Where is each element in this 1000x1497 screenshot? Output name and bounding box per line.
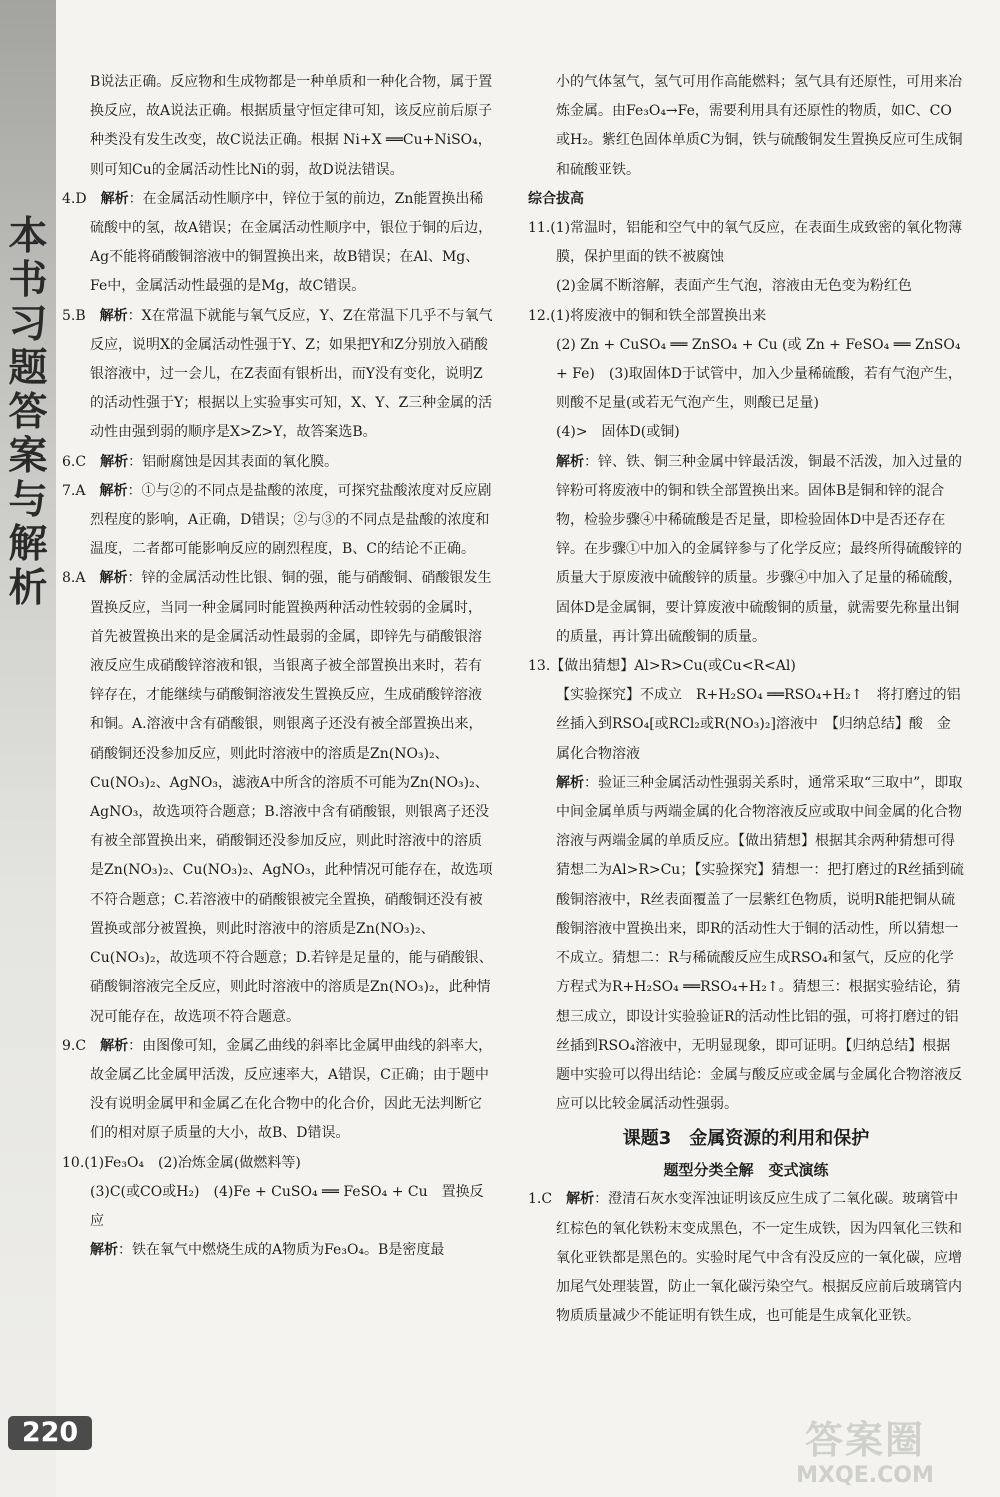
analysis-text: ：验证三种金属活动性强弱关系时，通常采取“三取中”，即取中间金属单质与两端金属的化合物溶液反应或取中间金属的化合物溶液与两端金属的单质反应。【做出猜想】根据其余两种猜想可得猜想二为Al>R>Cu；【实验探究】猜想一：把打磨过的R丝插到硫酸铜溶液中，R丝表面覆盖了一层紫红色物质，说明R能把铜从硫酸铜溶液中置换出来，即R的活动性大于铜的活动性，所以猜想一不成立。猜想二：R与稀硫酸反应生成RSO₄和氢气，反应的化学方程式为R+H₂SO₄ ══RSO₄+H₂↑。猜想三：根据实验结论，猜想三成立，即设计实验验证R的活动性比铝的强，可将打磨过的铝丝插到RSO₄溶液中，无明显现象，即可证明。【归纳总结】根据题中实验可以得出结论：金属与酸反应或金属与金属化合物溶液反应可以比较金属活动性强弱。 bbox=[556, 774, 964, 1113]
lesson-title: 课题3 金属资源的利用和保护 bbox=[622, 1128, 870, 1150]
answer-text: (4)> 固体D(或铜) bbox=[556, 424, 680, 441]
analysis-label: 解析 bbox=[100, 453, 129, 470]
watermark-url: MXQE.COM bbox=[796, 1463, 934, 1488]
analysis-text: ：铝耐腐蚀是因其表面的氧化膜。 bbox=[128, 453, 339, 470]
answer-item-11 bbox=[528, 214, 964, 272]
analysis-label: 解析 bbox=[556, 774, 584, 791]
analysis-text: ：在金属活动性顺序中，锌位于氢的前边，Zn能置换出稀硫酸中的氢，故A错误；在金属活动性顺序中，银位于铜的后边，Ag不能将硝酸铜溶液中的铜置换出来，故B错误；在Al、Mg、Fe中，金属活动性最强的是Mg，故C错误。 bbox=[90, 190, 493, 295]
item-number: 6.C bbox=[62, 453, 87, 470]
item-number: 7.A bbox=[62, 482, 86, 499]
answer-item-5 bbox=[62, 302, 494, 448]
analysis-text: ：①与②的不同点是盐酸的浓度，可探究盐酸浓度对反应剧烈程度的影响，A正确，D错误；②与③的不同点是盐酸的浓度和温度，二者都可能影响反应的剧烈程度，B、C的结论不正确。 bbox=[90, 482, 492, 558]
item-number: 10. bbox=[62, 1154, 85, 1171]
right-column bbox=[528, 68, 964, 1331]
item-number: 12. bbox=[528, 307, 551, 324]
item-number: 1.C bbox=[528, 1191, 553, 1208]
item-number: 4.D bbox=[62, 190, 87, 207]
left-column bbox=[62, 68, 494, 1265]
continued-text: B说法正确。反应物和生成物都是一种单质和一种化合物，属于置换反应，故A说法正确。根据质量守恒定律可知，该反应前后原子种类没有发生改变，故C说法正确。根据 Ni+X ══Cu+NiSO₄，则可知Cu的金属活动性比Ni的弱，故D说法错误。 bbox=[90, 74, 493, 178]
analysis-label: 解析 bbox=[90, 1242, 118, 1259]
answer-item-1 bbox=[528, 1185, 964, 1331]
analysis-label: 解析 bbox=[100, 1037, 129, 1054]
answer-item-13 bbox=[528, 652, 964, 681]
analysis-text: ：铁在氧气中燃烧生成的A物质为Fe₃O₄。B是密度最 bbox=[118, 1242, 445, 1259]
analysis-label: 解析 bbox=[556, 453, 584, 470]
analysis-label: 解析 bbox=[99, 570, 128, 587]
analysis-label: 解析 bbox=[566, 1191, 595, 1208]
answer-text: (1)Fe₃O₄ (2)冶炼金属(做燃料等) bbox=[84, 1154, 301, 1171]
analysis-block bbox=[528, 769, 964, 1119]
item-number: 13. bbox=[528, 658, 551, 675]
answer-item-12 bbox=[528, 302, 964, 331]
item-number: 5.B bbox=[62, 307, 86, 324]
analysis-block bbox=[528, 448, 964, 652]
answer-text: 【实验探究】不成立 R+H₂SO₄ ══RSO₄+H₂↑ 将打磨过的铝丝插入到RSO₄[或RCl₂或R(NO₃)₂]溶液中 【归纳总结】酸 金属化合物溶液 bbox=[556, 687, 961, 762]
analysis-label: 解析 bbox=[99, 482, 128, 499]
answer-item-9 bbox=[62, 1032, 494, 1149]
answer-item-10 bbox=[62, 1149, 494, 1178]
analysis-block bbox=[62, 1236, 494, 1265]
answer-item-4 bbox=[62, 185, 494, 302]
continued-text: 小的气体氢气，氢气可用作高能燃料；氢气具有还原性，可用来冶炼金属。由Fe₃O₄→Fe，需要利用具有还原性的物质，如C、CO或H₂。紫红色固体单质C为铜，铁与硫酸铜发生置换反应可生成铜和硫酸亚铁。 bbox=[556, 74, 963, 178]
answer-text: (1)将废液中的铜和铁全部置换出来 bbox=[550, 307, 767, 324]
analysis-text: ：由图像可知，金属乙曲线的斜率比金属甲曲线的斜率大，故金属乙比金属甲活泼，反应速率大，A错误，C正确；由于题中没有说明金属甲和金属乙在化合物中的化合价，因此无法判断它们的相对原子质量的大小，故B、D错误。 bbox=[90, 1037, 493, 1142]
answer-text: (1)常温时，铝能和空气中的氧气反应，在表面生成致密的氧化物薄膜，保护里面的铁不被腐蚀 bbox=[550, 220, 963, 266]
answer-item-6 bbox=[62, 448, 494, 477]
item-number: 9.C bbox=[62, 1037, 87, 1054]
answer-item-8 bbox=[62, 564, 494, 1031]
book-spine bbox=[0, 0, 56, 1497]
watermark-text: 答案圈 bbox=[804, 1418, 925, 1462]
analysis-label: 解析 bbox=[99, 307, 128, 324]
item-number: 8.A bbox=[62, 570, 86, 587]
answer-text: (2)金属不断溶解，表面产生气泡，溶液由无色变为粉红色 bbox=[556, 278, 912, 295]
answer-text: 【做出猜想】Al>R>Cu(或Cu<R<Al) bbox=[550, 658, 796, 675]
page-number: 220 bbox=[8, 1416, 92, 1450]
analysis-text: ：澄清石灰水变浑浊证明该反应生成了二氧化碳。玻璃管中红棕色的氧化铁粉末变成黑色，不一定生成铁，因为四氧化三铁和氧化亚铁都是黑色的。实验时尾气中含有没反应的一氧化碳，应增加尾气处理装置，防止一氧化碳污染空气。根据反应前后玻璃管内物质质量减少不能证明有铁生成，也可能是生成氧化亚铁。 bbox=[556, 1191, 962, 1325]
item-number: 11. bbox=[528, 220, 551, 237]
answer-text: (2) Zn + CuSO₄ ══ ZnSO₄ + Cu (或 Zn + FeSO₄ ══ ZnSO₄ + Fe) (3)取固体D于试管中，加入少量稀硫酸，若有气泡产生，则酸不足量(或若无气泡产生，则酸已足量) bbox=[556, 336, 962, 412]
watermark-logo bbox=[740, 1418, 990, 1494]
lesson-subtitle: 题型分类全解 变式演练 bbox=[663, 1161, 829, 1180]
spine-title: 本书习题答案与解析 bbox=[8, 214, 48, 611]
answer-text: (3)C(或CO或H₂) (4)Fe + CuSO₄ ══ FeSO₄ + Cu 置换反应 bbox=[90, 1183, 484, 1229]
analysis-text: ：锌、铁、铜三种金属中锌最活泼，铜最不活泼，加入过量的锌粉可将废液中的铜和铁全部置换出来。固体B是铜和锌的混合物，检验步骤④中稀硫酸是否足量，即检验固体D中是否还存在锌。在步骤①中加入的金属锌参与了化学反应；最终所得硫酸锌的质量大于原废液中硫酸锌的质量。步骤④中加入了足量的稀硫酸，固体D是金属铜，要计算废液中硫酸铜的质量，就需要先称量出铜的质量，再计算出硫酸铜的质量。 bbox=[556, 453, 962, 645]
analysis-text: ：X在常温下就能与氧气反应，Y、Z在常温下几乎不与氧气反应，说明X的金属活动性强于Y、Z；如果把Y和Z分别放入硝酸银溶液中，过一会儿，在Z表面有银析出，而Y没有变化，说明Z的活动性强于Y；根据以上实验事实可知，X、Y、Z三种金属的活动性由强到弱的顺序是X>Z>Y，故答案选B。 bbox=[90, 307, 493, 441]
analysis-text: ：锌的金属活动性比银、铜的强，能与硝酸铜、硝酸银发生置换反应，当同一种金属同时能置换两种活动性较弱的金属时，首先被置换出来的是金属活动性最弱的金属，即锌先与硝酸银溶液反应生成硝酸锌溶液和银，当银离子被全部置换出来时，若有锌存在，才能继续与硝酸铜溶液发生置换反应，生成硝酸锌溶液和铜。A.溶液中含有硝酸银，则银离子还没有被全部置换出来，硝酸铜还没参加反应，则此时溶液中的溶质是Zn(NO₃)₂、Cu(NO₃)₂、AgNO₃，滤液A中所含的溶质不可能为Zn(NO₃)₂、AgNO₃，故选项符合题意；B.溶液中含有硝酸银，则银离子还没有被全部置换出来，硝酸铜还没参加反应，则此时溶液中的溶质是Zn(NO₃)₂、Cu(NO₃)₂、AgNO₃，此种情况可能存在，故选项不符合题意；C.若溶液中的硝酸银被完全置换，硝酸铜还没有被置换或部分被置换，则此时溶液中的溶质是Zn(NO₃)₂、Cu(NO₃)₂，故选项不符合题意；D.若锌是足量的，能与硝酸银、硝酸铜溶液完全反应，则此时溶液中的溶质是Zn(NO₃)₂，此种情况可能存在，故选项不符合题意。 bbox=[90, 570, 493, 1025]
answer-item-7 bbox=[62, 477, 494, 565]
section-heading: 综合拔高 bbox=[528, 190, 584, 207]
analysis-label: 解析 bbox=[100, 190, 129, 207]
